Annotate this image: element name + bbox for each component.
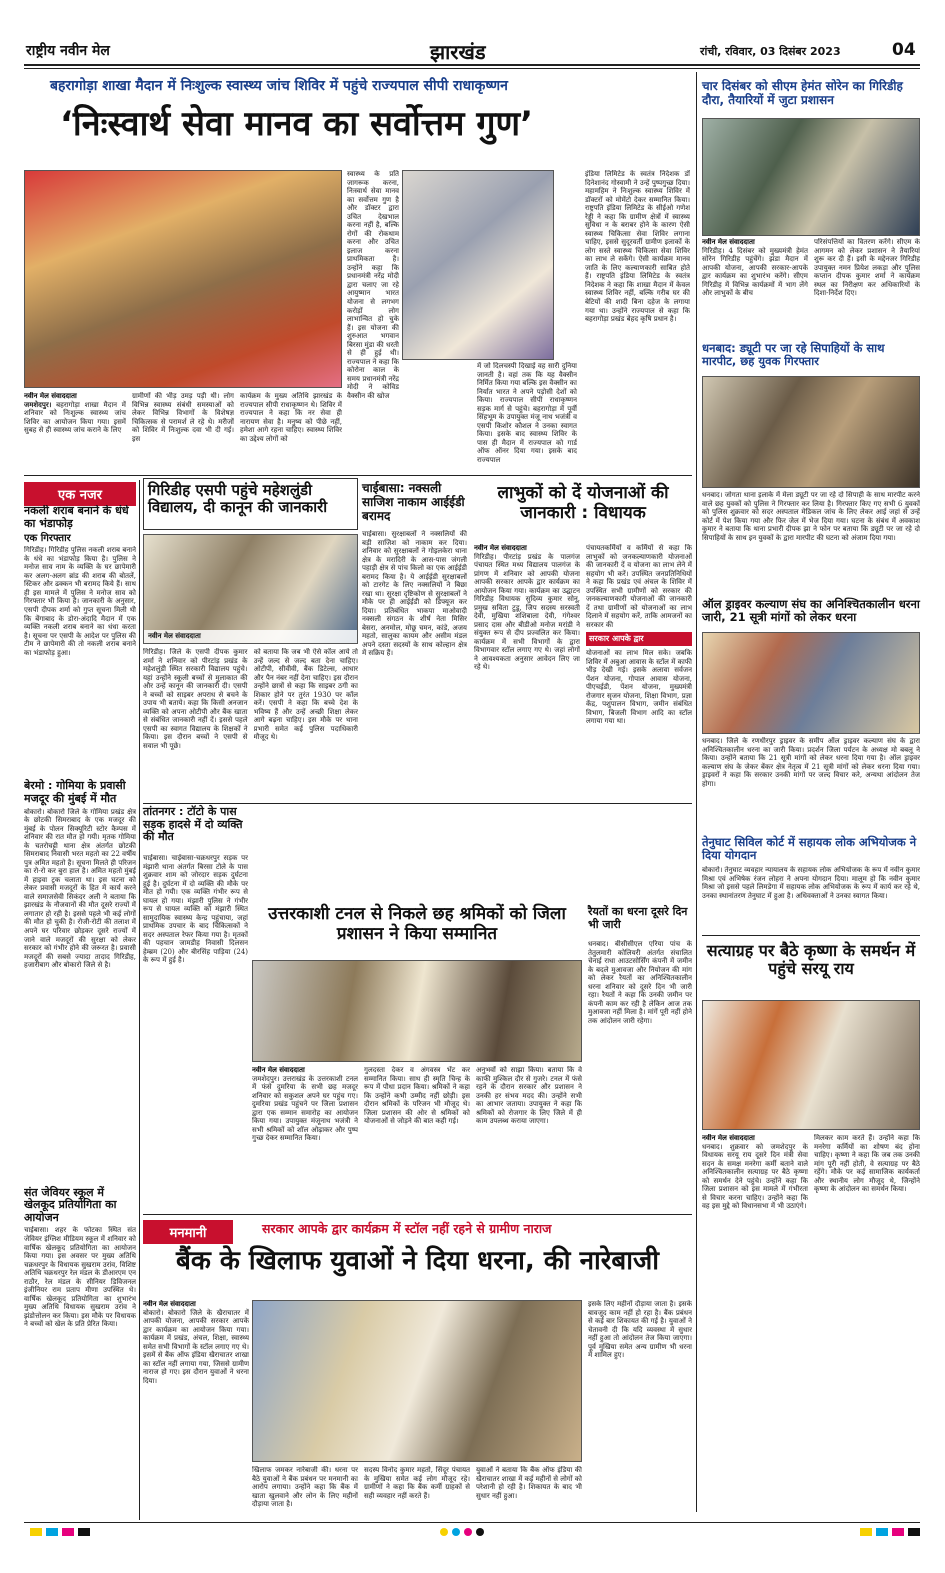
ek-nazar-h3: संत जेवियर स्कूल में खेलकूद प्रतियोगिता का आयोजन (24, 1185, 117, 1224)
lead-place: जमशेदपुर। (24, 399, 52, 409)
right-t5a: धनबाद। शुक्रवार को जमशेदपुर के विधायक सरयू राय दूसरे दिन मंत्री सेवा सदन के समक्ष मनरेगा कर्मी बताने वाले अनिश्चितकालीन सत्याग्रह पर बैठे कृष्णा को समर्थन देने पहुंचे। उन्होंने कहा कि जिला प्रशासन को इस मामले में गंभीरता से विचार करना चाहिए। उन्होंने कहा कि वह इस मुद्दे को विधानसभा में भी उठाएंगे। (702, 1142, 808, 1211)
color-swatch (78, 1528, 90, 1536)
ek-nazar-h1: नकली शराब बनाने के धंधे का भंडाफोड़ (24, 505, 129, 530)
labhuk-byline: नवीन मेल संवाददाता (474, 544, 527, 552)
right-col-5a (702, 1134, 808, 1514)
bank-tag: मनमानी (143, 1220, 233, 1244)
bank-body (252, 1466, 582, 1516)
color-swatch (876, 1528, 888, 1536)
bank-byline: नवीन मेल संवाददाता (143, 1300, 196, 1308)
masthead (26, 40, 186, 60)
ek-nazar-vrule (139, 480, 140, 1520)
right-h4: तेनुघाट सिविल कोर्ट में सहायक लोक अभियोजक ने दिया योगदान (702, 835, 917, 863)
right-col-1b: परिसंपत्तियों का वितरण करेंगे। सीएम के आगमन को लेकर प्रशासन ने तैयारियां शुरू कर दी हैं। इसी के मद्देनजर गिरिडीह उपायुक्त नमन प्रियेश लकड़ा और पुलिस कप्तान दीपक कुमार शर्मा ने कार्यक्रम स्थल का निरीक्षण कर अधिकारियों के दिशा-निर्देश दिए। (814, 238, 920, 298)
right-col-1a (702, 238, 808, 338)
lead-kicker: बहरागोड़ा शाखा मैदान में निःशुल्क स्वास्थ्य जांच शिविर में पहुंचे राज्यपाल सीपी राधाकृष्णन (50, 78, 508, 94)
labhuk-tag: सरकार आपके द्वार (586, 632, 692, 646)
right-t2: धनबाद। जोगता थाना इलाके में मेला ड्यूटी पर जा रहे दो सिपाही के साथ मारपीट करने वाले छह युवकों को पुलिस ने गिरफ्तार कर लिया है। गिरफ्तार किए गए सभी 6 युवकों को पुलिस शुक्रवार को सदर अस्पताल मेडिकल जांच के लिए लेकर आई जहां से उन्हें कोर्ट में पेश किया गया और फिर जेल में भेज दिया गया। घटना के संबंध में अवकाश कुमार ने बताया कि थाना प्रभारी दीपक झा ने फोन पर बताया कि ड्यूटी पर जा रहे दो सिपाहियों के साथ इन युवकों के द्वारा मारपीट की घटना को अंजाम दिया गया। (702, 491, 920, 542)
bank-col-1 (143, 1300, 249, 1515)
lead-byline: नवीन मेल संवाददाता (24, 392, 77, 400)
giridih-photo-byline: नवीन मेल संवाददाता (144, 630, 357, 643)
chaibasa-text: चाईबासा। सुरक्षाबलों ने नक्सलियों की बड़ी साजिश को नाकाम कर दिया। शनिवार को सुरक्षाबलों ने गोइलकेरा थाना क्षेत्र के मरादिरी के आस-पास जंगली पहाड़ी क्षेत्र से पांच किलो का एक आईईडी बरामद किया है। ये आईईडी सुरक्षाबलों को टारगेट के लिए नक्सलियों ने बिछा रखा था। सुरक्षा दृष्टिकोण से सुरक्षाबलों ने मौके पर ही आईईडी को डिफ्यूज कर दिया। प्रतिबंधित भाकपा माओवादी नक्सली संगठन के शीर्ष नेता मिसिर बेसरा, अनमोल, मोछू चमन, कांडे, अजय महतो, सालुका कायम और असीम मंडल अपने दस्ता सदस्यों के साथ कोल्हान क्षेत्र में सक्रिय हैं। (362, 530, 467, 658)
page-number: 04 (892, 40, 916, 60)
color-swatch (908, 1528, 920, 1536)
lead-col-5: में जो दिलचस्पी दिखाई वह सारी दुनिया जानती है। वहां तक कि यह वैक्सीन निर्मित किया गया बल्कि इस वैक्सीन का निर्यात भारत ने अपने पड़ोसी देशों को किया। राज्यपाल सीपी राधाकृष्णन सड़क मार्ग से पहुंचे। बहरागोड़ा में पूर्वी सिंहभूम के उपायुक्त मंजू नाथ भजंत्री व एसपी किशोर कौशल ने उनका स्वागत किया। इसके बाद स्वास्थ्य शिविर के पास ही मैदान में राज्यपाल को गार्ड ऑफ ऑनर दिया गया। इसके बाद राज्यपाल (477, 362, 577, 464)
footer-color-strip-left (30, 1528, 90, 1536)
right-body-5 (702, 1134, 920, 1514)
ek-nazar-t1: गिरिडीह। गिरिडीह पुलिस नकली शराब बनाने के धंधे का भंडाफोड़ किया है। पुलिस ने मनोज साव नाम के व्यक्ति के घर छापेमारी कर अलग-अलग ब्रांड की शराब की बोतलें, स्टिकर और ढक्कन भी बरामद किये हैं। साथ ही इस मामले में पुलिस ने मनोज साव को गिरफ्तार भी किया है। जानकारी के अनुसार, एसपी दीपक शर्मा को गुप्त सूचना मिली थी कि बेंगाबाद के डोरा-अंदादि मैदान में एक व्यक्ति नकली शराब बनाने का धंधा करता है। सूचना पर एसपी के आदेश पर पुलिस की टीम ने छापेमारी की तो नकली शराब बनाने का भंडाफोड़ हुआ। (24, 546, 136, 657)
color-swatch (440, 1528, 448, 1536)
right-h2: धनबाद: ड्यूटी पर जा रहे सिपाहियों के साथ मारपीट, छह युवक गिरफ्तार (702, 341, 885, 369)
ek-nazar-t2: बोकारो। बोकारो जिले के गोमिया प्रखंड क्षेत्र के छोटकी सिमराबाद के एक मजदूर की मुंबई के पोलन सिक्यूरिटी स्टोर कैम्पस में शनिवार की रात मौत हो गयी। मृतक गोमिया के चतरोचट्टी थाना क्षेत्र अंतर्गत छोटकी सिमराबाद निवासी भरत महतो का 22 वर्षीय पुत्र अमित महतो है। सूचना मिलते ही परिजन का रो-रो कर बुरा हाल है। अमित महतो मुंबई में हाइवा ट्रक चलाता था। इस घटना को लेकर प्रवासी मजदूरों के हित में कार्य करने वाले समाजसेवी सिकंदर अली ने बताया कि झारखंड के नौजवानों की मौत दूसरे राज्यों में लगातार हो रही है। इससे पहले भी कई लोगों की मौत हो चुकी है। रोजी-रोटी की तलाश में अपने घर परिवार छोड़कर दूसरे राज्यों में जाने वाले मजदूरों की सुरक्षा को लेकर सरकार को गंभीर होने की जरूरत है। प्रवासी मजदूरों की सबसे ज्यादा तादाद गिरिडीह, हजारीबाग और बोकारो जिले से है। (24, 807, 136, 970)
lead-photo-governor (24, 170, 342, 388)
uttarkashi-headline: उत्तरकाशी टनल से निकले छह श्रमिकों को जिला प्रशासन ने किया सम्मानित (268, 904, 566, 944)
ek-nazar-column (24, 505, 136, 1520)
right-t3: धनबाद। जिले के रणधीरपुर ड्राइवर के समीप ऑल ड्राइवर कल्याण संघ के द्वारा अनिश्चितकालीन धरना का जारी किया। प्रदर्शन जिला पर्यटन के अध्यक्ष मो बबलू ने किया। उन्होंने बताया कि 21 सूत्री मांगों को लेकर धरना दिया गया है। ऑल ड्राइवर कल्याण संघ के जेकर बेंकर क्षेत्र नेतृत्व में 21 सूत्री मांगों को लेकर धरना दिया गया। ड्राइवरों ने कहा कि सरकार उनकी मांगों पर जल्द विचार करे, अन्यथा आंदोलन तेज होगा। (702, 737, 920, 788)
giridih-photo (143, 534, 358, 644)
bank-kicker: सरकार आपके द्वार कार्यक्रम में स्टॉल नहीं रहने से ग्रामीण नाराज (262, 1221, 552, 1236)
labhuk-headline: लाभुकों को दें योजनाओं की जानकारी : विधायक (497, 483, 669, 523)
uttarkashi-photo (252, 960, 582, 1062)
right-byline-5: नवीन मेल संवाददाता (702, 1134, 755, 1142)
section-title: झारखंड (430, 40, 486, 64)
color-swatch (46, 1528, 58, 1536)
giridih-body (143, 648, 358, 798)
right-rule-3 (702, 935, 920, 936)
right-h5: सत्याग्रह पर बैठे कृष्णा के समर्थन में पहुंचे सरयू राय (706, 941, 916, 979)
bank-headline: बैंक के खिलाफ युवाओं ने दिया धरना, की नारेबाजी (175, 1246, 659, 1276)
color-swatch (62, 1528, 74, 1536)
uttarkashi-byline: नवीन मेल संवाददाता (252, 1066, 305, 1074)
color-swatch (476, 1528, 484, 1536)
right-body-1 (702, 238, 920, 338)
lead-col-6: इंडिया लिमिटेड के स्वतंत्र निदेशक डॉ दिनेशानंद गोस्वामी ने उन्हें पुष्पगुच्छ दिया। महामहिम ने निःशुल्क स्वास्थ्य शिविर में डॉक्टरों को मोमेंटो देकर सम्मानित किया। राष्ट्रपति इंडिया लिमिटेड के सीईओ गणेश रेड्डी ने कहा कि ग्रामीण क्षेत्रों में स्वास्थ्य सुविधा न के बराबर होने के कारण ऐसी स्वास्थ्य चिकित्सा सेवा शिविर लगाना चाहिए, इससे सुदूरवर्ती ग्रामीण इलाकों के लोग सस्ते स्वास्थ्य चिकित्सा सेवा शिविर का लाभ ले सकेंगे। ऐसी कार्यक्रम मानव जाति के लिए कल्याणकारी साबित होते हैं। राष्ट्रपति इंडिया लिमिटेड के स्वतंत्र निदेशक ने कहा कि शाखा मैदान में केवल स्वास्थ्य शिविर नहीं, बल्कि गरीब घर की बेटियों की शादी बिना दहेज के लगाया गया था। उन्होंने राज्यपाल से कहा कि बहरागोड़ा प्रखंड बेहद कृषि प्रधान है। (585, 170, 690, 324)
vertical-rule-right (696, 72, 697, 1512)
labhuk-t1: गिरिडीह। पीरटांड़ प्रखंड के पालगंज पंचायत स्थित मध्य विद्यालय पालगंज के प्रांगण में शनिवार को आपकी योजना आपकी सरकार आपके द्वार कार्यक्रम का आयोजन किया गया। कार्यक्रम का उद्घाटन गिरिडीह विधायक सुदिव्य कुमार सोनू, प्रमुख सविता टुडू, जिप सदस्य सरस्वती देवी, मुखिया शशिबाला देवी, गंगेश्वर प्रसाद दास और बीडीओ मनोज मरांडी ने संयुक्त रूप से दीप प्रज्वलित कर किया। कार्यक्रम में सभी विभागों के द्वारा विभागवार स्टॉल लगाए गए थे। जहां लोगों ने आवश्यकता अनुसार आवेदन लिए जा रहे थे। (474, 552, 580, 672)
giridih-t2: को बताया कि जब भी ऐसे कॉल आये तो उन्हें जल्द से जल्द बता देना चाहिए। ओटीपी, सीवीवी, बैंक डिटेल्स, आधार और पैन नंबर नहीं देना चाहिए। इस दौरान उन्होंने छात्रों से कहा कि साइबर ठगी का शिकार होने पर तुरंत 1930 पर कॉल करें। एसपी ने कहा कि बच्चे देश के भविष्य हैं और उन्हें अच्छी शिक्षा लेकर आगे बढ़ना चाहिए। इस मौके पर थाना प्रभारी समेत कई पुलिस पदाधिकारी मौजूद थे। (253, 648, 358, 742)
right-photo-saryu (702, 1000, 920, 1130)
lead-col-4: स्वास्थ्य के प्रति जागरूक करना, निःस्वार्थ सेवा मानव का सर्वोत्तम गुण है और डॉक्टर द्वारा उचित देखभाल करना नहीं है, बल्कि रोगों की रोकथाम करना और उचित इलाज करना प्राथमिकता है। उन्होंने कहा कि प्रधानमंत्री नरेंद्र मोदी द्वारा चलाए जा रहे आयुष्मान भारत योजना से लगभग करोड़ों लोग लाभान्वित हो चुके हैं। इस योजना की शुरुआत भगवान बिरसा मुंडा की धरती से ही हुई थी। राज्यपाल ने कहा कि कोरोना काल के समय प्रधानमंत्री नरेंद्र मोदी ने कोविड वैक्सीन की खोज (347, 170, 399, 400)
right-photo-drivers (702, 632, 920, 734)
raiyat-text: धनबाद। बीसीसीएल एरिया पांच के तेतुलमारी कोलियरी अंतर्गत संचालित चेनाई राधा आउटसोर्सिंग कंपनी में जमीन के बदले मुआवजा और नियोजन की मांग को लेकर रैयतों का अनिश्चितकालीन धरना शनिवार को दूसरे दिन भी जारी रहा। रैयतों ने कहा कि उनकी जमीन पर कंपनी काम कर रही है लेकिन आज तक मुआवजा नहीं मिला है। मांगें पूरी नहीं होने तक आंदोलन जारी रहेगा। (588, 940, 692, 1025)
lead-col-3: कार्यक्रम के मुख्य अतिथि झारखंड के राज्यपाल सीपी राधाकृष्णन थे। शिविर में राज्यपाल ने कहा कि नर सेवा ही नारायण सेवा है। मनुष्य को पीछे नहीं, हमेशा आगे रहना चाहिए। स्वास्थ्य शिविर का उद्देश्य लोगों को (240, 392, 342, 443)
mid-rule-2 (143, 1214, 692, 1215)
right-photo-cm-prep (702, 118, 920, 236)
footer-rule (24, 1522, 920, 1523)
color-swatch (452, 1528, 460, 1536)
tantanagar-text: चाईबासा। चाईबासा-चक्रधरपुर सड़क पर मंझारी थाना अंतर्गत बिरसा टोले के पास शुक्रवार शाम को जोरदार सड़क दुर्घटना हुई है। दुर्घटना में दो व्यक्ति की मौके पर मौत हो गयी। एक व्यक्ति गंभीर रूप से घायल हो गया। मंझारी पुलिस ने गंभीर रूप से घायल व्यक्ति को मंझारी स्थित सामुदायिक स्वास्थ्य केन्द्र पहुंचाया, जहां प्राथमिक उपचार के बाद चिकित्सकों ने सदर अस्पताल रेफर किया गया है। मृतकों की पहचान जामडीह निवासी दिलसन हेम्ब्रम (20) और बीरसिंह पाड़िया (24) के रूप में हुई है। (143, 854, 248, 965)
right-photo-dhanbad (702, 376, 920, 488)
color-swatch (860, 1528, 872, 1536)
lead-photo-patient (402, 170, 554, 360)
labhuk-body (474, 544, 692, 800)
right-h3: ऑल ड्राइवर कल्याण संघ का अनिश्चितकालीन धरना जारी, 21 सूत्री मांगों को लेकर धरना (702, 597, 920, 625)
giridih-t1: गिरिडीह। जिले के एसपी दीपक कुमार शर्मा ने शनिवार को पीरटांड़ प्रखंड के महेशलुंडी स्थित सरकारी विद्यालय पहुंचे। यहां उन्होंने स्कूली बच्चों से मुलाकात की और उन्हें कानून की जानकारी दी। एसपी ने बच्चों को साइबर अपराध से बचने के उपाय भी बताये। कहा कि किसी अनजान व्यक्ति को अपना ओटीपी और बैंक खाता से संबंधित जानकारी नहीं दें। इससे पहले एसपी का स्वागत विद्यालय के शिक्षकों ने किया। इस दौरान बच्चों ने एसपी से सवाल भी पूछे। (143, 648, 248, 750)
uttarkashi-t1: जमशेदपुर। उत्तराखंड के उत्तरकाशी टनल में फंसे दुमरिया के सभी छह मजदूर शनिवार को सकुशल अपने घर पहुंच गए। दुमरिया प्रखंड पहुंचने पर जिला प्रशासन द्वारा एक सम्मान समारोह का आयोजन किया गया। उपायुक्त मंजूनाथ भजंत्री ने सभी श्रमिकों को शॉल ओढ़ाकर और पुष्प गुच्छ देकर सम्मानित किया। (252, 1074, 358, 1143)
chaibasa-headline: चाईबासा: नक्सली साजिश नाकाम आईईडी बरामद (362, 481, 465, 523)
ek-nazar-label: एक नजर (24, 482, 136, 506)
bank-col-3: सदस्य विनोद कुमार महतो, सिंदूर पंचायत के मुखिया समेत कई लोग मौजूद रहे। ग्रामीणों ने कहा कि बैंक कर्मी ग्राहकों से सही व्यवहार नहीं करते हैं। (364, 1466, 470, 1500)
uttarkashi-col-3: अनुभवों को साझा किया। बताया कि वे काफी मुश्किल दौर से गुजरे। टनल में फंसे रहने के दौरान सरकार और प्रशासन ने उनकी हर संभव मदद की। उन्होंने सभी का आभार जताया। उपायुक्त ने कहा कि श्रमिकों को रोजगार के लिए जिले में ही काम उपलब्ध कराया जाएगा। (476, 1066, 582, 1126)
footer-color-strip-mid (440, 1528, 484, 1536)
raiyat-headline: रैयतों का धरना दूसरे दिन भी जारी (588, 905, 688, 931)
ek-nazar-t3: चाईबासा। शहर के फोटका स्थित संत जेवियर इंग्लिश मीडियम स्कूल में शनिवार को वार्षिक खेलकूद प्रतियोगिता का आयोजन किया गया। इस अवसर पर मुख्य अतिथि चक्रधरपुर के विधायक सुखराम उरांव, विशिष्ट अतिथि चक्रधरपुर रेल मंडल के डीआरएम एन राठौर, रेल मंडल के सीनियर डिविजनल इंजीनियर राम प्रताप मीणा उपस्थित थे। वार्षिक खेलकूद प्रतियोगिता का शुभारंभ मुख्य अतिथि विधायक सुखराम उरांव ने झंडोत्तोलन कर किया। इस मौके पर विधायक ने बच्चों को खेल के प्रति प्रेरित किया। (24, 1226, 136, 1329)
right-h1: चार दिसंबर को सीएम हेमंत सोरेन का गिरिडीह दौरा, तैयारियों में जुटा प्रशासन (702, 79, 903, 107)
dateline: रांची, रविवार, 03 दिसंबर 2023 (700, 45, 841, 58)
uttarkashi-col-1 (252, 1066, 358, 1210)
masthead-logo: राष्ट्रीय नवीन मेल (26, 43, 110, 59)
labhuk-col-1 (474, 544, 580, 800)
bank-t1: बोकारो। बोकारो जिले के खैराचातर में आपकी योजना, आपकी सरकार आपके द्वार कार्यक्रम का आयोजन किया गया। कार्यक्रम में प्रखंड, अंचल, शिक्षा, स्वास्थ्य समेत सभी विभागों के स्टॉल लगाए गए थे। इसमें से बैंक ऑफ इंडिया खैराचातर शाखा का स्टॉल नहीं लगाया गया, जिससे ग्रामीण नाराज हो गए। इस दौरान युवाओं ने धरना दिया। (143, 1308, 249, 1385)
lead-headline: ‘निःस्वार्थ सेवा मानव का सर्वोत्तम गुण’ (60, 104, 533, 144)
labhuk-t2: पंचायतकर्मियों व कर्मियों से कहा कि लाभुकों को जनकल्याणकारी योजनाओं की जानकारी दें व योजना का लाभ लेने में सहयोग भी करें। उपस्थित जनप्रतिनिधियों ने कहा कि प्रखंड एवं अंचल के शिविर में उपस्थित सभी ग्रामीणों को सरकार की जनकल्याणकारी योजनाओं की जानकारी दें तथा ग्रामीणों को योजनाओं का लाभ दिलाने में सहयोग करें, ताकि आमजनों का सरकार की (586, 544, 692, 629)
mid-rule-1 (143, 803, 692, 804)
uttarkashi-col-2: गुलदस्ता देकर व अंगवस्त्र भेंट कर सम्मानित किया। साथ ही स्मृति चिन्ह के रूप में पौधा प्रदान किया। श्रमिकों ने कहा कि उन्होंने कभी उम्मीद नहीं छोड़ी। इस दौरान श्रमिकों के परिजन भी मौजूद थे। जिला प्रशासन की ओर से श्रमिकों को योजनाओं से जोड़ने की बात कही गई। (364, 1066, 470, 1126)
color-swatch (464, 1528, 472, 1536)
giridih-headline: गिरिडीह एसपी पहुंचे महेशलुंडी विद्यालय, दी कानून की जानकारी (148, 481, 328, 517)
header-rule-thin (24, 68, 920, 69)
bank-col-2: खिलाफ जमकर नारेबाजी की। धरना पर बैठे युवाओं ने बैंक प्रबंधन पर मनमानी का आरोप लगाया। उन्होंने कहा कि बैंक में खाता खुलवाने और लोन के लिए महीनों दौड़ाया जाता है। (252, 1466, 358, 1509)
labhuk-t3: योजनाओं का लाभ मिल सके। जबकि शिविर में अबुआ आवास के स्टॉल में काफी भीड़ देखी गई। इसके अलावा सर्वजन पेंशन योजना, गोपाल आवास योजना, पीएचईडी, पेंशन योजना, मुख्यमंत्री रोजगार सृजन योजना, शिक्षा विभाग, प्रज्ञा केंद्र, पशुपालन विभाग, जमीन संबंधित विभाग, बिजली विभाग आदि का स्टॉल लगाया गया था। (586, 649, 692, 726)
lead-col-2: ग्रामीणों की भीड़ उमड़ पड़ी थी। लोग विभिन्न स्वास्थ्य संबंधी समस्याओं को लेकर विभिन्न विभागों के विशेषज्ञ चिकित्सक से परामर्श ले रहे थे। मरीजों को शिविर में निःशुल्क दवा भी दी गई। इस (132, 392, 234, 443)
ek-nazar-h2: बेरमो : गोमिया के प्रवासी मजदूर की मुंबई में मौत (24, 779, 126, 805)
lead-text-1: बहरागोड़ा शाखा मैदान में शनिवार को निःशुल्क स्वास्थ्य जांच शिविर का आयोजन किया गया। इसमें सुबह से ही स्वास्थ्य जांच कराने के लिए (24, 400, 126, 435)
right-t4: बोकारो। तेनुघाट व्यवहार न्यायालय के सहायक लोक अभियोजक के रूप में नवीन कुमार मिश्रा एवं अभिषेक रंजन लोहरा ने अपना योगदान दिया। मालूम हो कि नवीन कुमार मिश्रा जो इससे पहले लिमडेगा में सहायक लोक अभियोजक के रूप में कार्य कर रहे थे, उनका स्थानांतरण तेनुघाट में हुआ है। अधिवक्ताओं ने उनका स्वागत किया। (702, 866, 920, 900)
footer-color-strip-right (860, 1528, 920, 1536)
tantanagar-headline: तांतनगर : टॉटो के पास सड़क हादसे में दो व्यक्ति की मौत (143, 805, 243, 844)
right-byline-1: नवीन मेल संवाददाता (702, 238, 755, 246)
lead-bottom-rule (24, 475, 692, 476)
color-swatch (892, 1528, 904, 1536)
right-col-5b: मिलकर काम करते हैं। उन्होंने कहा कि मनरेगा कर्मियों का शोषण बंद होना चाहिए। कृष्णा ने कहा कि जब तक उनकी मांग पूरी नहीं होती, वे सत्याग्रह पर बैठे रहेंगे। मौके पर कई सामाजिक कार्यकर्ता और स्थानीय लोग मौजूद थे, जिन्होंने कृष्णा के आंदोलन का समर्थन किया। (814, 1134, 920, 1194)
ek-nazar-h1b: एक गिरफ्तार (24, 533, 71, 545)
bank-col-5: इसके लिए महीनों दौड़ाया जाता है। इसके बावजूद काम नहीं हो रहा है। बैंक प्रबंधन से कई बार शिकायत की गई है। युवाओं ने चेतावनी दी कि यदि व्यवस्था में सुधार नहीं हुआ तो आंदोलन तेज किया जाएगा। पूर्व मुखिया समेत अन्य ग्रामीण भी धरना में शामिल हुए। (588, 1300, 692, 1360)
bank-col-4: युवाओं ने बताया कि बैंक ऑफ इंडिया की खैराचातर शाखा में कई महीनों से लोगों को परेशानी हो रही है। शिकायत के बाद भी सुधार नहीं हुआ। (476, 1466, 582, 1500)
header-rule (24, 64, 920, 66)
labhuk-col-2 (586, 544, 692, 800)
uttarkashi-body (252, 1066, 582, 1210)
bank-photo (252, 1300, 582, 1462)
color-swatch (30, 1528, 42, 1536)
right-t1a: गिरिडीह। 4 दिसंबर को मुख्यमंत्री हेमंत सोरेन गिरिडीह पहुंचेंगे। झंडा मैदान में आपकी योजना, आपकी सरकार-आपके द्वार कार्यक्रम का शुभारंभ करेंगे। सीएम गिरिडीह में विभिन्न कार्यक्रमों में भाग लेंगे और लाभुकों के बीच (702, 246, 808, 298)
